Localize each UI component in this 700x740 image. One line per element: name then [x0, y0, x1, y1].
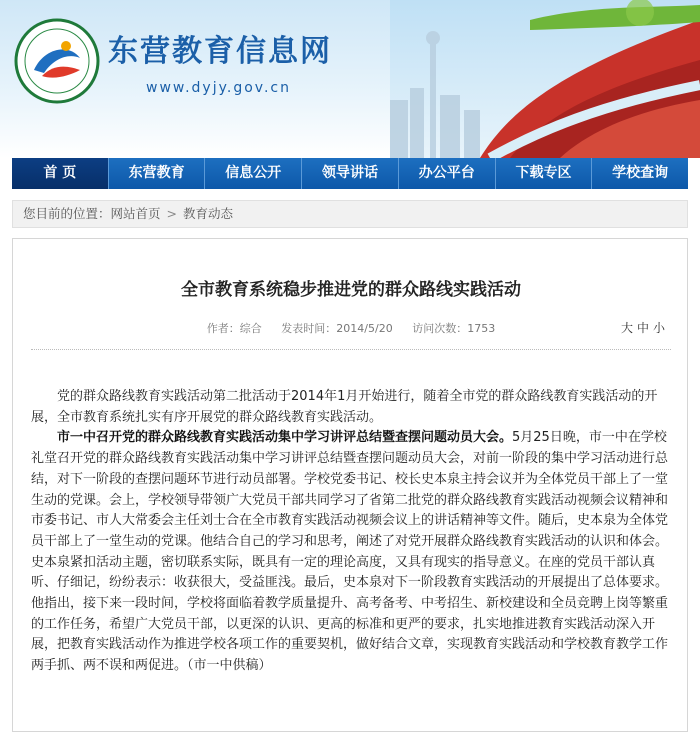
article-meta: [13, 320, 689, 336]
site-banner: [0, 0, 700, 158]
nav-dongying-education[interactable]: 东营教育: [109, 158, 206, 189]
nav-leader-speeches[interactable]: 领导讲话: [302, 158, 399, 189]
article-title: 全市教育系统稳步推进党的群众路线实践活动: [181, 280, 521, 300]
nav-info-disclosure[interactable]: 信息公开: [205, 158, 302, 189]
font-size-large[interactable]: 大: [620, 321, 633, 335]
breadcrumb: [12, 200, 688, 228]
article-views: 访问次数：1753: [412, 322, 496, 335]
nav-office-platform[interactable]: 办公平台: [399, 158, 496, 189]
nav-downloads[interactable]: 下载专区: [496, 158, 593, 189]
article-paragraph-heading: 市一中召开党的群众路线教育实践活动集中学习讲评总结暨查摆问题动员大会。: [57, 430, 513, 446]
font-size-medium[interactable]: 中: [636, 321, 649, 335]
nav-home[interactable]: 首 页: [12, 158, 109, 189]
article-body: [31, 387, 671, 677]
font-size-switcher: [617, 319, 665, 336]
article-divider: [31, 349, 671, 350]
site-logo[interactable]: [14, 18, 100, 104]
breadcrumb-home-link[interactable]: 网站首页: [110, 206, 161, 221]
banner-scenery: [390, 0, 700, 158]
main-nav: [12, 158, 688, 189]
breadcrumb-separator: >: [166, 206, 178, 221]
site-title: 东营教育信息网: [108, 34, 332, 69]
site-url[interactable]: www.dyjy.gov.cn: [146, 80, 291, 96]
article-paragraph: 党的群众路线教育实践活动第二批活动于2014年1月开始进行，随着全市党的群众路线教育实践活动的开展，全市教育系统扎实有序开展党的群众路线教育实践活动。: [31, 389, 658, 425]
nav-school-search[interactable]: 学校查询: [612, 165, 669, 181]
breadcrumb-section-link[interactable]: 教育动态: [183, 206, 234, 221]
article-paragraph-text: 5月25日晚，市一中在学校礼堂召开党的群众路线教育实践活动集中学习讲评总结暨查摆问题动员大会，对前一阶段的集中学习活动进行总结，对下一阶段的查摆问题环节进行动员部署。学校党委书记、校长史本泉主持会议并为全体党员干部上了一堂生动的党课。会上，学校领导带领广大党员干部共同学习了省第二批党的群众路线教育实践活动视频会议精神和市委书记、市人大常委会主任刘士合在全市教育实践活动视频会议上的讲话精神等文件。随后，史本泉为全体党员干部上了一堂生动的党课。他结合自己的学习和思考，阐述了对党开展群众路线教育实践活动的认识和体会。史本泉紧扣活动主题，密切联系实际，既具有一定的理论高度，又具有现实的指导意义。在座的党员干部认真听、仔细记，纷纷表示：收获很大，受益匪浅。最后，史本泉对下一阶段教育实践活动的开展提出了总体要求。他指出，接下来一段时间，学校将面临着教学质量提升、高考备考、中考招生、新校建设和全员竞聘上岗等繁重的工作任务，希望广大党员干部，以更深的认识、更高的标准和更严的要求，扎实地推进教育实践活动深入开展，把教育实践活动作为推进学校各项工作的重要契机，做好结合文章，实现教育实践活动和学校教育教学工作两手抓、两不误和两促进。（市一中供稿）: [31, 430, 669, 674]
font-size-small[interactable]: 小: [652, 321, 665, 335]
breadcrumb-prefix: 您目前的位置：: [23, 206, 111, 221]
article-paragraph: [31, 428, 671, 676]
article-panel: [12, 238, 688, 732]
article-author: 作者：综合: [206, 322, 262, 335]
article-date: 发表时间：2014/5/20: [281, 322, 393, 335]
